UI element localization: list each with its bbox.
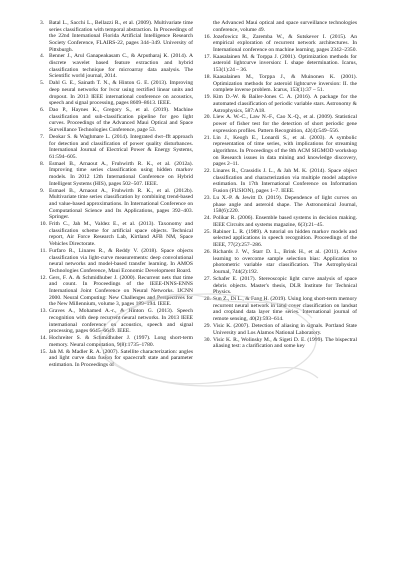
reference-number: 11. [40,248,47,254]
reference-number: 17. [204,53,211,60]
reference-number: 14. [40,335,47,342]
reference-item [40,134,193,161]
reference-item [40,161,193,188]
reference-text: Richards J. W., Starr D. L., Brink H., et al. (2011). Active learning to overcome sample selection bias: Application to photometric variable star classification. The Astrophysical Journal, 744(2):192. [213,249,357,275]
reference-number: 27. [204,275,211,282]
reference-text: Dao P., Haynes K., Gregory S., et al. (2019). Machine classification and sub-classification pipeline for geo light curves. Proceedings of the Advanced Maui Optical and Space Surveillance Technologies Conference, page 53. [49,107,193,134]
reference-item [204,34,357,54]
reference-item [204,337,357,350]
reference-number: 25. [204,228,211,235]
reference-text: Visic K. (2007). Detection of aliasing in signals. Portland State University and Los Alamos National Laboratory. [213,322,357,336]
reference-text: Benner J., Arul Ganapeakasam C., & Arputharaj K. (2014). A discrete wavelet based feature extraction and hybrid classification technique for microarray data analysis. The Scientific world journal, 2014. [49,53,193,80]
reference-text: Kaasalainen M., Torppa J., & Muinonen K. (2001). Optimization methods for asteroid lightcurve inversion: II. the complete inverse problem. Icarus, 153(1):37 – 51. [213,74,357,94]
reference-number: 20. [204,114,211,121]
reference-item [40,188,193,221]
reference-item [204,249,357,276]
reference-text: Linares R., Crassidis J. L., & Jah M. K. (2014). Space object classification and characterization via multiple model adaptive estimation. In 17th International Conference on Information Fusion (FUSION), pages 1–7. IEEE. [213,168,357,195]
reference-text: Jozefowicz R., Zaremba W., & Sutskever I. (2015). An empirical exploration of recurrent network architectures. In International conference on machine learning, pages 2342–2350. [213,33,357,53]
reference-number [204,20,213,33]
reference-text: Graves A., Mohamed A.-r., & Hinton G. (2013). Speech recognition with deep recurrent neural networks. In 2013 IEEE international conference on acoustics, speech and signal processing, pages 6645–6649. IEEE. [49,308,193,335]
reference-text: Kaasalainen M. & Torppa J. (2001). Optimization methods for asteroid lightcurve inversion: I. shape determination. Icarus, 153(1):24 – 36. [213,53,357,74]
reference-item [204,296,357,323]
reference-item [204,276,357,296]
reference-number: 19. [204,94,211,101]
reference-item [204,94,357,114]
references-right-column [204,20,357,350]
reference-item [40,221,193,248]
reference-text: Deokar S. & Waghmare L. (2014). Integrated dwt–fft approach for detection and classification of power quality disturbances. International Journal of Electrical Power & Energy Systems, 61:594–605. [49,134,193,160]
reference-text: Visic K. R., Wolinsky M., & Sigeti D. E. (1999). The bispectral aliasing test: a clarification and some key [213,336,357,350]
reference-text: Kim D.-W. & Bailer-Jones C. A. (2016). A package for the automated classification of periodic variable stars. Astronomy & Astrophysics, 587:A18. [213,94,357,114]
reference-number: 21. [204,134,211,141]
reference-item [204,323,357,336]
reference-text: Hochreiter S. & Schmidhuber J. (1997). Long short-term memory. Neural computation, 9(8):1735–1780. [49,335,193,348]
reference-item [40,275,193,308]
reference-text: Polikar R. (2006). Ensemble based systems in decision making. IEEE Circuits and systems magazine, 6(3):21–45. [213,215,357,228]
reference-number: 16. [204,33,211,40]
reference-number: 5. [40,80,45,87]
reference-text: Esmael B., Arnaout A., Fruhwirth R. K., et al. (2012a). Improving time series classification using hidden markov models. In 2012 12th International Conference on Hybrid Intelligent Systems (HIS), pages 502–507. IEEE. [49,160,193,187]
reference-text: Furfaro R., Linares R., & Reddy V. (2018). Space objects classification via light-curve measurements: deep convolutional neural networks and model-based transfer learning. In AMOS Technologies Conference, Maui Economic Development Board. [49,248,193,274]
reference-number: 30. [204,336,211,343]
reference-number: 10. [40,221,47,228]
reference-text: Sun Z., Di L., & Fang H. (2019). Using long short-term memory recurrent neural network in land cover classification on landsat and cropland data layer time series. International journal of remote sensing, 40(2):593–614. [213,296,357,322]
reference-text: Dahl G. E., Sainath T. N., & Hinton G. E. (2013). Improving deep neural networks for lvcsr using rectified linear units and dropout. In 2013 IEEE international conference on acoustics, speech and signal processing, pages 8609–8613. IEEE. [49,80,193,107]
reference-item [40,53,193,80]
reference-number: 12. [40,274,47,281]
reference-item [40,349,193,369]
reference-text: the Advanced Maui optical and space surveillance technologies conference, volume 49. [213,20,357,33]
reference-item [40,335,193,348]
reference-number: 3. [40,20,45,26]
reference-item [40,308,193,335]
reference-number: 28. [204,296,211,303]
reference-text: Liew A. W.-C., Law N.-F., Cao X.-Q., et al. (2009). Statistical power of fisher test for the detection of short periodic gene expression profiles. Pattern Recognition, 42(4):549–556. [213,114,357,134]
reference-text: Rabiner L. R. (1989). A tutorial on hidden markov models and selected applications in speech recognition. Proceedings of the IEEE, 77(2):257–286. [213,228,357,249]
reference-number: 8. [40,160,45,167]
reference-item [40,248,193,275]
reference-text: Esmael B., Arnaout A., Fruhwirth R. K., et al. (2012b). Multivariate time series classification by combining trend-based and value-based approximations. In International Conference on Computational Science and Its Applications, pages 392–403. Springer. [49,187,193,221]
reference-number: 26. [204,249,211,256]
reference-item [40,107,193,134]
reference-item [204,114,357,134]
reference-item [204,20,357,33]
reference-item [204,54,357,74]
reference-number: 15. [40,348,47,355]
reference-number: 23. [204,195,211,201]
reference-item [204,215,357,228]
reference-item [204,168,357,195]
reference-text: Lu X.-P. & Jewitt D. (2019). Dependence of light curves on phase angle and asteroid shape. The Astronomical Journal, 158(6):220. [213,195,357,215]
reference-number: 13. [40,308,47,315]
reference-number: 7. [40,134,45,140]
reference-number: 6. [40,107,45,114]
references-left-column [40,20,193,369]
reference-text: Jah M. & Madler R. A. (2007). Satellite characterization: angles and light curve data fusion for spacecraft state and parameter estimation. In Proceedings of [49,348,193,368]
reference-item [204,229,357,249]
reference-number: 4. [40,53,45,60]
reference-item [204,195,357,215]
reference-number: 24. [204,215,211,222]
reference-number: 22. [204,168,211,175]
reference-number: 9. [40,187,45,194]
reference-number: 18. [204,74,211,81]
reference-text: Gers, F. A. & Schmidhuber J. (2000). Recurrent nets that time and count. In Proceedings of the IEEE-INNS-ENNS International Joint Conference on Neural Networks. IJCNN 2000. Neural Computing: New Challenges and Perspectives for the New Millennium, volume 3, pages 189–194. IEEE. [49,274,193,308]
reference-number: 29. [204,322,211,329]
reference-text: Batal L., Sacchi L., Bellazzi R., et al. (2009). Multivariate time series classification with temporal abstraction. In Proceedings of the 22nd International Florida Artificial Intelligence Research Society Conference, FLAIRS-22, pages 344–349. University of Pittsburgh. [49,20,193,53]
reference-item [204,74,357,94]
reference-text: Frith C., Jah M., Valdez E., et al. (2013). Taxonomy and classification scheme for artificial space objects. Technical report, Air Force Research Lab, Kirtland AFB NM, Space Vehicles Directorate. [49,221,193,248]
reference-item [204,135,357,168]
reference-item [40,80,193,107]
reference-item [40,20,193,53]
reference-text: Lin J., Keogh E., Lonardi S., et al. (2003). A symbolic representation of time series, with implications for streaming algorithms. In Proceedings of the 8th ACM SIGMOD workshop on Research issues in data mining and knowledge discovery, pages 2–11. [213,134,357,168]
reference-text: Schafer E. (2017). Stereoscopic light curve analysis of space debris objects. Master's thesis, DLR Institute for Technical Physics. [213,275,357,296]
